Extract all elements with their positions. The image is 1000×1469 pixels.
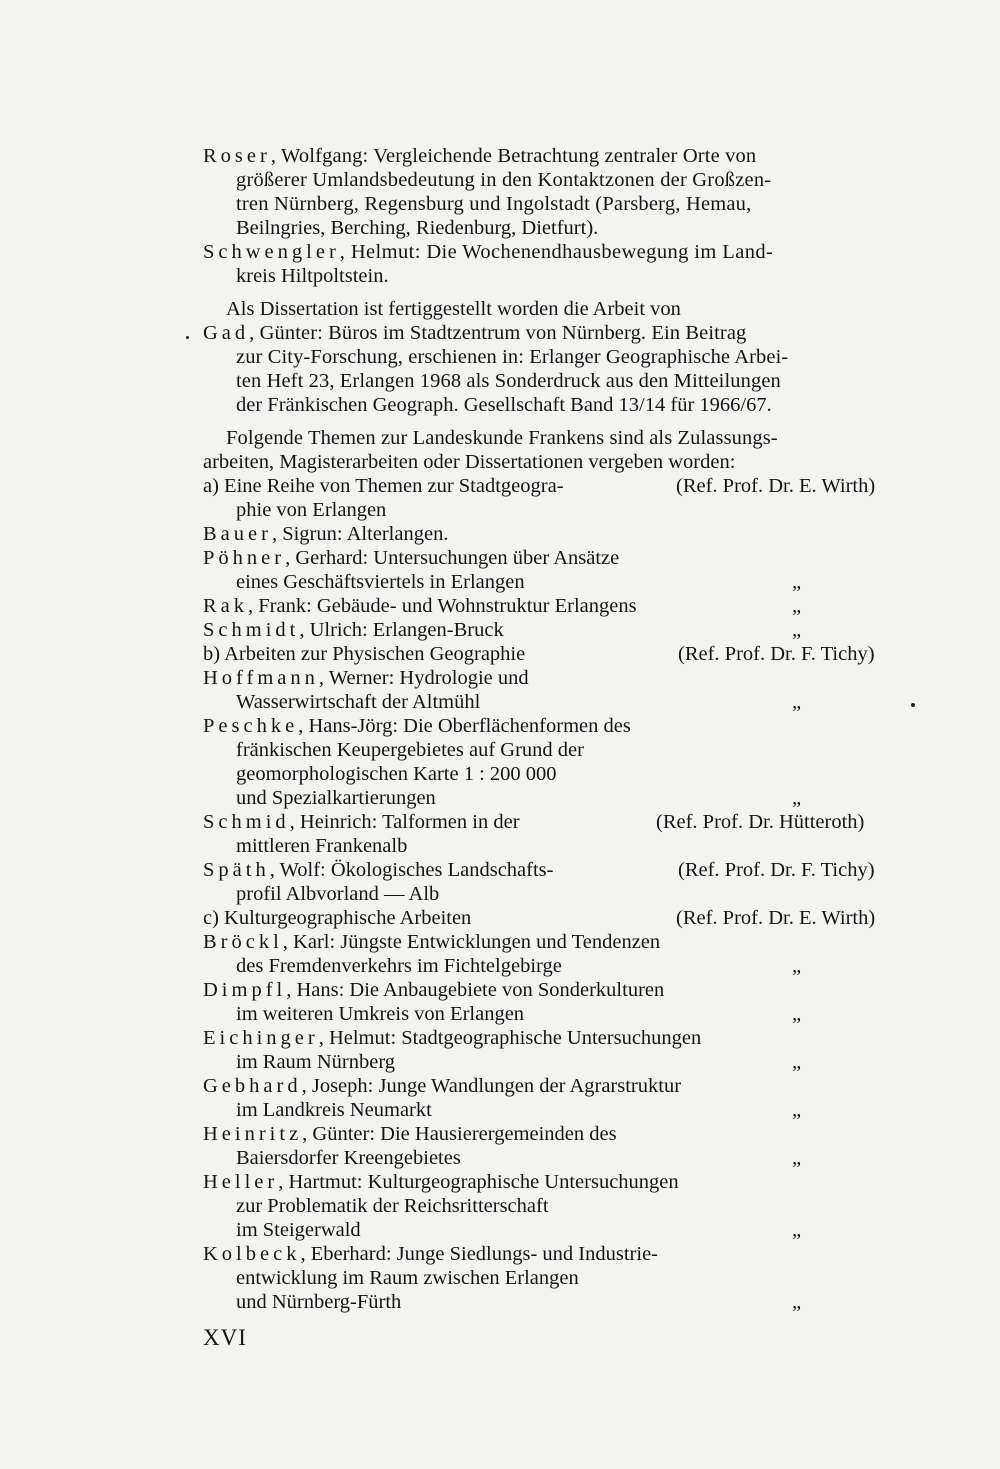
section-b-referee: (Ref. Prof. Dr. F. Tichy)	[678, 643, 875, 665]
author-name: Schwengler	[203, 241, 340, 263]
section-c-heading: c) Kulturgeographische Arbeiten	[203, 907, 472, 929]
ditto-mark: „	[792, 1099, 802, 1121]
entry-hoffmann-line-2: Wasserwirtschaft der Altmühl	[236, 691, 481, 713]
entry-broeckl-line-1: Bröckl, Karl: Jüngste Entwicklungen und Tendenzen	[203, 931, 661, 953]
section-a-heading-line-2: phie von Erlangen	[236, 499, 387, 521]
entry-heinritz-line-2: Baiersdorfer Kreengebietes	[236, 1147, 461, 1169]
ditto-mark: „	[792, 1147, 802, 1169]
ditto-mark: „	[792, 787, 802, 809]
author-name: Heller	[203, 1171, 279, 1193]
entry-gebhard-line-1: Gebhard, Joseph: Junge Wandlungen der Agrarstruktur	[203, 1075, 682, 1097]
author-name: Rak	[203, 595, 249, 617]
entry-roser-line-1: Roser, Wolfgang: Vergleichende Betrachtung zentraler Orte von	[203, 145, 757, 167]
entry-spaeth-line-2: profil Albvorland — Alb	[236, 883, 440, 905]
entry-peschke-line-4: und Spezialkartierungen	[236, 787, 436, 809]
scan-speck	[911, 703, 915, 707]
section-c-referee: (Ref. Prof. Dr. E. Wirth)	[676, 907, 876, 929]
entry-roser-line-4: Beilngries, Berching, Riedenburg, Dietfurt).	[236, 217, 599, 239]
author-name: Heinritz	[203, 1123, 303, 1145]
author-name: Bauer	[203, 523, 272, 545]
section-a-referee: (Ref. Prof. Dr. E. Wirth)	[676, 475, 876, 497]
entry-peschke-line-2: fränkischen Keupergebietes auf Grund der	[236, 739, 584, 761]
entry-schwengler-line-1: Schwengler, Helmut: Die Wochenendhausbewegung im Land-	[203, 241, 774, 263]
author-name: Späth	[203, 859, 270, 881]
scan-speck	[186, 336, 189, 339]
entry-peschke-line-3: geomorphologischen Karte 1 : 200 000	[236, 763, 557, 785]
author-name: Gebhard	[203, 1075, 302, 1097]
themen-intro-line-2: arbeiten, Magisterarbeiten oder Dissertationen vergeben worden:	[203, 451, 736, 473]
ditto-mark: „	[792, 1291, 802, 1313]
entry-heinritz-line-1: Heinritz, Günter: Die Hausierergemeinden des	[203, 1123, 617, 1145]
entry-dimpfl-line-2: im weiteren Umkreis von Erlangen	[236, 1003, 525, 1025]
author-name: Roser	[203, 145, 271, 167]
ditto-mark: „	[792, 571, 802, 593]
ditto-mark: „	[792, 955, 802, 977]
entry-bauer: Bauer, Sigrun: Alterlangen.	[203, 523, 449, 545]
entry-heller-line-1: Heller, Hartmut: Kulturgeographische Untersuchungen	[203, 1171, 679, 1193]
entry-spaeth-line-1: Späth, Wolf: Ökologisches Landschafts-	[203, 859, 554, 881]
section-a-heading: a) Eine Reihe von Themen zur Stadtgeogra-	[203, 475, 564, 497]
author-name: Eichinger	[203, 1027, 319, 1049]
entry-eichinger-line-1: Eichinger, Helmut: Stadtgeographische Untersuchungen	[203, 1027, 702, 1049]
ditto-mark: „	[792, 1219, 802, 1241]
ditto-mark: „	[792, 595, 802, 617]
entry-schmidt: Schmidt, Ulrich: Erlangen-Bruck	[203, 619, 504, 641]
entry-kolbeck-line-3: und Nürnberg-Fürth	[236, 1291, 402, 1313]
author-name: Gad	[203, 322, 250, 344]
author-name: Schmid	[203, 811, 290, 833]
entry-broeckl-line-2: des Fremdenverkehrs im Fichtelgebirge	[236, 955, 562, 977]
author-name: Kolbeck	[203, 1243, 301, 1265]
entry-spaeth-referee: (Ref. Prof. Dr. F. Tichy)	[678, 859, 875, 881]
themen-intro-line-1: Folgende Themen zur Landeskunde Frankens sind als Zulassungs-	[226, 427, 778, 449]
entry-eichinger-line-2: im Raum Nürnberg	[236, 1051, 396, 1073]
author-name: Hoffmann	[203, 667, 319, 689]
page-number: XVI	[203, 1325, 247, 1350]
entry-hoffmann-line-1: Hoffmann, Werner: Hydrologie und	[203, 667, 529, 689]
entry-gad-line-3: ten Heft 23, Erlangen 1968 als Sonderdruck aus den Mitteilungen	[236, 370, 781, 392]
ditto-mark: „	[792, 1003, 802, 1025]
entry-kolbeck-line-2: entwicklung im Raum zwischen Erlangen	[236, 1267, 579, 1289]
ditto-mark: „	[792, 619, 802, 641]
ditto-mark: „	[792, 1051, 802, 1073]
entry-dimpfl-line-1: Dimpfl, Hans: Die Anbaugebiete von Sonderkulturen	[203, 979, 665, 1001]
entry-kolbeck-line-1: Kolbeck, Eberhard: Junge Siedlungs- und Industrie-	[203, 1243, 658, 1265]
section-b-heading: b) Arbeiten zur Physischen Geographie	[203, 643, 526, 665]
entry-gad-line-1: Gad, Günter: Büros im Stadtzentrum von Nürnberg. Ein Beitrag	[203, 322, 747, 344]
entry-poehner-line-1: Pöhner, Gerhard: Untersuchungen über Ansätze	[203, 547, 620, 569]
dissertation-intro: Als Dissertation ist fertiggestellt worden die Arbeit von	[226, 298, 681, 320]
entry-poehner-line-2: eines Geschäftsviertels in Erlangen	[236, 571, 525, 593]
entry-gad-line-2: zur City-Forschung, erschienen in: Erlanger Geographische Arbei-	[236, 346, 789, 368]
entry-rak: Rak, Frank: Gebäude- und Wohnstruktur Erlangens	[203, 595, 637, 617]
entry-roser-line-2: größerer Umlandsbedeutung in den Kontaktzonen der Großzen-	[236, 169, 772, 191]
author-name: Pöhner	[203, 547, 286, 569]
ditto-mark: „	[792, 691, 802, 713]
author-name: Schmidt	[203, 619, 300, 641]
entry-roser-line-3: tren Nürnberg, Regensburg und Ingolstadt (Parsberg, Hemau,	[236, 193, 752, 215]
author-name: Peschke	[203, 715, 299, 737]
entry-gad-line-4: der Fränkischen Geograph. Gesellschaft Band 13/14 für 1966/67.	[236, 394, 772, 416]
entry-schmid-line-1: Schmid, Heinrich: Talformen in der	[203, 811, 520, 833]
entry-schmid-line-2: mittleren Frankenalb	[236, 835, 408, 857]
author-name: Bröckl	[203, 931, 283, 953]
entry-heller-line-3: im Steigerwald	[236, 1219, 361, 1241]
author-name: Dimpfl	[203, 979, 287, 1001]
entry-schwengler-line-2: kreis Hiltpoltstein.	[236, 265, 389, 287]
entry-gebhard-line-2: im Landkreis Neumarkt	[236, 1099, 432, 1121]
entry-schmid-referee: (Ref. Prof. Dr. Hütteroth)	[656, 811, 865, 833]
entry-heller-line-2: zur Problematik der Reichsritterschaft	[236, 1195, 549, 1217]
entry-peschke-line-1: Peschke, Hans-Jörg: Die Oberflächenformen des	[203, 715, 631, 737]
